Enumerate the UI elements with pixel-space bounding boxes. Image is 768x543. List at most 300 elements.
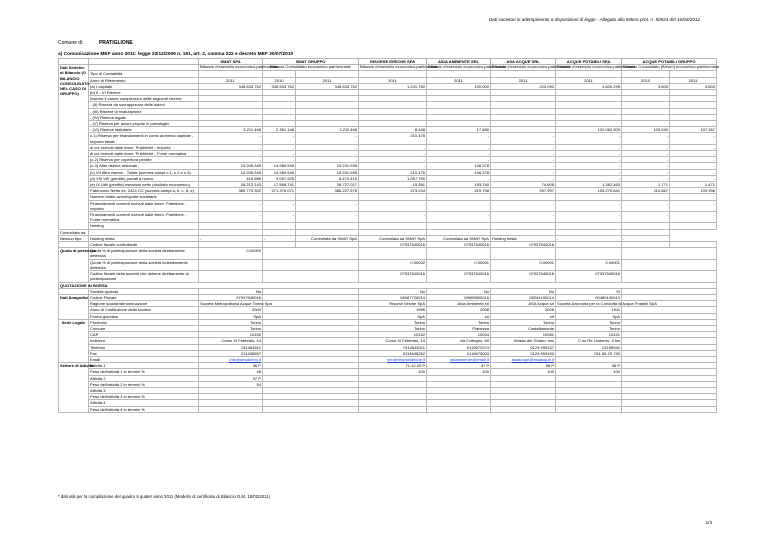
value-cell: Risorse Idriche SpA: [359, 301, 427, 307]
company-name: SMAT GRUPPO: [263, 59, 359, 65]
value-cell: 19.231.935: [296, 163, 359, 169]
value-cell: 100: [491, 369, 556, 375]
company-name: RISORSE IDRICHE SPA: [359, 59, 427, 65]
row-label: - (II) Riserva da sovrapprezzo delle azioni: [89, 102, 199, 108]
value-cell: -: [670, 175, 717, 181]
value-cell: -: [622, 157, 670, 163]
value-cell: 100: [556, 369, 622, 375]
value-cell: [427, 248, 491, 259]
value-cell: -: [670, 200, 717, 211]
company-name: AIDA AMBIENTE SRL: [427, 59, 491, 65]
bilancio-type: Bilancio Consolidato economico-patrimoniale: [263, 65, 359, 71]
row-label: Holding: [89, 223, 199, 229]
value-cell: -: [556, 163, 622, 169]
value-cell: -: [263, 133, 296, 144]
value-cell: -: [622, 133, 670, 144]
value-cell: 37 P: [199, 375, 263, 381]
value-cell: srl: [427, 313, 491, 319]
value-cell: 19.231.935: [296, 169, 359, 175]
value-cell: 2010: [263, 77, 296, 83]
value-cell: 07937540016: [556, 271, 622, 282]
company-name: SMAT SPA: [199, 59, 263, 65]
controllante-code: 07937540016: [491, 242, 556, 248]
value-cell: 210.475: [359, 133, 427, 144]
value-cell: -: [263, 200, 296, 211]
value-cell: 345.533.762: [199, 83, 263, 89]
value-cell: 36 P: [556, 363, 622, 369]
value-cell: 0114645111: [359, 344, 427, 350]
row-label: Quota % di partecipazione della società direttamente detenuta: [89, 248, 199, 259]
value-cell: 2011: [359, 77, 427, 83]
row-label: Controllata da: [59, 229, 89, 235]
row-label: Comune: [89, 325, 199, 331]
value-cell: -: [622, 144, 670, 150]
value-cell: -: [556, 151, 622, 157]
value-cell: 10044: [427, 332, 491, 338]
value-cell: 14.980.545: [263, 169, 296, 175]
value-cell: 10152: [199, 332, 263, 338]
value-cell: [199, 406, 263, 412]
row-label: Codice Fiscale: [89, 294, 199, 300]
value-cell: 07937540016: [359, 271, 427, 282]
value-cell: 2011: [296, 77, 359, 83]
row-label: Numero totale azioni/quote societarie: [89, 194, 199, 200]
value-cell: No: [491, 288, 556, 294]
value-cell: -: [491, 151, 556, 157]
value-cell: -: [491, 169, 556, 175]
value-cell: 373.244: [359, 188, 427, 194]
value-cell: -: [359, 151, 427, 157]
value-cell: SpA: [199, 313, 263, 319]
value-cell: 0,00001: [427, 259, 491, 270]
holding-value: -: [622, 235, 670, 241]
value-cell: [491, 248, 556, 259]
value-cell: -: [427, 144, 491, 150]
value-cell: 0,00001: [491, 259, 556, 270]
value-cell: Torino: [359, 319, 427, 325]
value-cell: -: [556, 200, 622, 211]
value-cell: Torino: [556, 319, 622, 325]
value-cell: [359, 406, 427, 412]
value-cell: -: [556, 144, 622, 150]
value-cell: Torino: [491, 319, 556, 325]
value-cell: [263, 248, 359, 259]
value-cell: -: [556, 133, 622, 144]
value-cell: -: [199, 144, 263, 150]
value-cell: -: [556, 169, 622, 175]
bilancio-type: Bilancio d'esercizio economico-patrimoniale: [428, 64, 507, 70]
value-cell: srl: [491, 313, 556, 319]
financial-row: [59, 200, 717, 211]
row-label: Inserire il valore complessivo delle seguenti riserve:: [89, 96, 199, 102]
value-cell: 223.092: [491, 83, 556, 89]
value-cell: -: [622, 151, 670, 157]
holding-value: -: [199, 235, 263, 241]
value-cell: -: [199, 212, 263, 223]
row-label: Telefono: [89, 344, 199, 350]
row-label: Email: [89, 356, 199, 362]
value-cell: SpA: [556, 313, 622, 319]
value-cell: 1996: [359, 307, 427, 313]
row-label: (c.2) Riserva per copertura perdite: [89, 157, 199, 163]
comune-label: Comune di:: [58, 40, 84, 46]
value-cell: 389.779.302: [199, 188, 263, 194]
value-cell: [199, 271, 263, 282]
value-cell: 415.586: [199, 175, 263, 181]
row-label: - (III) Riserve di rivalutazione: [89, 108, 199, 114]
value-cell: -: [491, 163, 556, 169]
section-anagrafici: Dati Anagrafici: [59, 294, 89, 319]
value-cell: -: [199, 133, 263, 144]
section-settore: Settore di Attività: [59, 363, 89, 413]
value-cell: 17.680: [427, 127, 491, 133]
row-label: (c.3) Altre riserve residuali: [89, 163, 199, 169]
value-cell: [199, 259, 263, 270]
value-cell: 011 56 29 730: [556, 350, 622, 356]
value-cell: 0119673003: [427, 350, 491, 356]
value-cell: 10.351: [359, 182, 427, 188]
value-cell: 14.980.545: [263, 163, 296, 169]
holding-value: -: [556, 235, 622, 241]
value-cell: -: [296, 157, 359, 163]
value-cell: -: [359, 200, 427, 211]
value-cell: 06087720014: [359, 294, 427, 300]
value-cell: via Collegno, 60: [427, 338, 491, 344]
value-cell: Corso XI Febbraio, 14: [199, 338, 263, 344]
value-cell: -: [622, 169, 670, 175]
value-cell: 345.533.762: [263, 83, 296, 89]
value-cell: 0124.999137: [491, 344, 556, 350]
value-cell: 3.211.466: [199, 127, 263, 133]
bilancio-type: Bilancio d'esercizio economico-patrimoniale: [200, 64, 279, 70]
value-cell: [359, 248, 427, 259]
value-cell: Società Azionaria per la Condotta di Acque Potabili SpA: [557, 301, 657, 307]
row-label: Peso dell'attività 2 in termini %: [89, 381, 199, 387]
value-cell: [622, 259, 717, 270]
holding-value: Holding mista: [491, 235, 556, 241]
value-cell: -: [427, 151, 491, 157]
value-cell: 386.227.575: [296, 188, 359, 194]
data-table: [58, 58, 720, 413]
value-cell: 100.000: [427, 83, 491, 89]
value-cell: 0,00002: [199, 248, 263, 259]
value-cell: SpA: [359, 313, 427, 319]
value-cell: -: [491, 133, 556, 144]
row-label: Attività 1: [89, 363, 199, 369]
section-quota: Quota di possesso: [59, 248, 89, 282]
value-cell: -: [670, 133, 717, 144]
value-cell: Torino: [199, 325, 263, 331]
value-cell: Pianezza: [427, 325, 491, 331]
value-cell: -: [622, 175, 670, 181]
value-cell: 10152: [359, 332, 427, 338]
row-label: Ragione sociale/denominazione: [89, 301, 199, 307]
value-cell: [427, 406, 491, 412]
value-cell: 419.798: [427, 188, 491, 194]
value-cell: Torino: [359, 325, 427, 331]
value-cell: -: [199, 200, 263, 211]
value-cell: Castellamonte: [491, 325, 556, 331]
value-cell: -: [296, 151, 359, 157]
value-cell: 3.600.295: [556, 83, 622, 89]
value-cell: 0119672074: [427, 344, 491, 350]
value-cell: 07937540016: [427, 271, 491, 282]
value-cell: Torino: [556, 325, 622, 331]
value-cell: 8.448: [359, 127, 427, 133]
bilancio-type: Bilancio d'esercizio economico-patrimoniale: [492, 64, 571, 70]
row-label: Peso dell'attività 1 in termini %: [89, 369, 199, 375]
row-label: Peso dell'attività 4 in termini %: [89, 406, 199, 412]
row-label: Attività 2: [89, 375, 199, 381]
value-cell: 36 P: [199, 363, 263, 369]
value-cell: -: [670, 151, 717, 157]
value-cell: 3.211.466: [296, 127, 359, 133]
row-label: - (VI) Riserve statutarie: [89, 127, 199, 133]
value-cell: -: [491, 144, 556, 150]
value-cell: -: [427, 200, 491, 211]
holding-value: Controllata da SMAT SpA: [359, 235, 427, 241]
value-cell: 46: [199, 369, 263, 375]
quota-row: [59, 271, 717, 282]
value-cell: 3.600: [622, 83, 670, 89]
value-cell: -: [199, 157, 263, 163]
email-link[interactable]: asaacque@asaacque.it: [511, 356, 555, 362]
value-cell: 1911: [556, 307, 622, 313]
section-quotazione: QUOTAZIONE IN BORSA: [59, 282, 717, 288]
row-label: (b) II - VI Riserve: [89, 90, 199, 96]
value-cell: [670, 223, 717, 229]
value-cell: 104.279.841: [556, 188, 622, 194]
value-cell: -: [263, 157, 296, 163]
value-cell: 371.376.071: [263, 188, 296, 194]
row-label: CAP: [89, 332, 199, 338]
value-cell: -: [491, 212, 556, 223]
value-cell: 07937540016: [491, 271, 556, 282]
value-cell: -: [359, 144, 427, 150]
value-cell: -: [263, 151, 296, 157]
value-cell: 26.727.027: [296, 182, 359, 188]
value-cell: [556, 248, 622, 259]
value-cell: -: [670, 169, 717, 175]
value-cell: 05244190014: [491, 294, 556, 300]
value-cell: 9.057.925: [263, 175, 296, 181]
value-cell: Strada del Ghiaro, snc: [491, 338, 556, 344]
document-subtitle: a) Comunicazione MEF anno 2011: legge 23/12/2009 n. 191, art. 2, comma 222 e decreto MEF 30/07/2010: [58, 52, 294, 57]
value-cell: No: [199, 288, 263, 294]
row-label: (a) I capitale: [89, 83, 199, 89]
value-cell: 54: [199, 381, 263, 387]
holding-value: Controllata da SMAT SpA: [296, 235, 359, 241]
value-cell: 2008: [427, 307, 491, 313]
email-link[interactable]: info@risorseidriche.it: [387, 356, 426, 362]
value-cell: -: [670, 163, 717, 169]
value-cell: -: [491, 200, 556, 211]
value-cell: 01155941: [556, 344, 622, 350]
value-cell: -: [296, 200, 359, 211]
value-cell: 0,00001: [556, 259, 622, 270]
value-cell: Aida Ambiente srl: [427, 301, 491, 307]
row-label: (d) VIII VIII (perdite) portati a nuovo: [89, 175, 199, 181]
value-cell: -: [491, 157, 556, 163]
value-cell: 2010: [622, 77, 670, 83]
value-cell: -: [491, 175, 556, 181]
value-cell: 2011: [427, 77, 491, 83]
value-cell: 0,00002: [359, 259, 427, 270]
value-cell: C.so Re Umberto, 9 bis: [556, 338, 622, 344]
value-cell: -: [427, 157, 491, 163]
section-sede: Sede Legale: [59, 319, 89, 362]
value-cell: -: [622, 212, 670, 223]
company-name: ACQUE POTABILI SPA: [556, 59, 622, 65]
value-cell: 108.378: [427, 169, 491, 175]
value-cell: 2011: [199, 77, 263, 83]
value-cell: [622, 248, 717, 259]
running-title: Dati societari in adempimento a disposizioni di legge - Allegato alla lettera prot. n. 50924 del 16/03/2012: [488, 17, 700, 22]
value-cell: -: [427, 212, 491, 223]
row-label: Provincia: [89, 319, 199, 325]
value-cell: 297.997: [491, 188, 556, 194]
value-cell: 2006: [491, 307, 556, 313]
value-cell: 109.396: [670, 188, 717, 194]
data-row: [59, 406, 717, 412]
value-cell: 36 P: [491, 363, 556, 369]
value-cell: -: [296, 144, 359, 150]
value-cell: [556, 406, 622, 412]
value-cell: ASA Acque srl: [491, 301, 556, 307]
comune-line: [58, 40, 133, 46]
value-cell: [622, 406, 717, 412]
value-cell: [622, 271, 717, 282]
value-cell: -: [556, 175, 622, 181]
value-cell: 10081: [491, 332, 556, 338]
row-label: Finanziamenti correnti ricevuti dalle Amm. Pubbliche - Fonte normativa: [89, 212, 199, 223]
value-cell: 10121: [556, 332, 622, 338]
page-number: 1/3: [705, 520, 712, 525]
row-label: Quota % di partecipazione della società indirettamente detenuta: [89, 259, 199, 270]
row-label: - (V) Riserva per azioni proprie in portafoglio: [89, 121, 199, 127]
value-cell: 1.382.463: [556, 182, 622, 188]
bilancio-type: Bilancio d'esercizio economico-patrimoniale: [557, 64, 636, 70]
value-cell: 74.905: [491, 182, 556, 188]
company-name: ACQUE POTABILI GRUPPO: [622, 59, 717, 65]
value-cell: 1.241.760: [359, 83, 427, 89]
value-cell: Società Metropolitana Acque Torino Spa: [200, 301, 272, 307]
row-label: di cui ricevuti dalle Amm. Pubbliche - Fonte normativa: [89, 151, 199, 157]
value-cell: 1.471: [670, 182, 717, 188]
value-cell: -: [263, 212, 296, 223]
value-cell: 37 P: [427, 363, 491, 369]
value-cell: 345.533.762: [296, 83, 359, 89]
value-cell: 2011: [556, 77, 622, 83]
value-cell: 110.867: [622, 188, 670, 194]
quota-row: [59, 248, 717, 259]
value-cell: 07937540016: [199, 294, 263, 300]
row-label: Attività 4: [89, 400, 199, 406]
value-cell: 14.205.345: [199, 169, 263, 175]
row-label: Fax: [89, 350, 199, 356]
row-label: Anno di Costituzione della società: [89, 307, 199, 313]
value-cell: -: [359, 163, 427, 169]
value-cell: [491, 406, 556, 412]
value-cell: [263, 406, 359, 412]
value-cell: 193.740: [427, 182, 491, 188]
row-label: Società quotata: [89, 288, 199, 294]
value-cell: -: [199, 151, 263, 157]
value-cell: -: [556, 212, 622, 223]
row-label: (e) IX Utili (perdite) esercizio netto (risultato economico): [89, 182, 199, 188]
email-link[interactable]: aidambiente@email.it: [450, 356, 490, 362]
row-label: di cui ricevuti dalle Amm. Pubbliche - Importo: [89, 144, 199, 150]
value-cell: -: [359, 157, 427, 163]
value-cell: 100: [427, 369, 491, 375]
value-cell: 26.213.143: [199, 182, 263, 188]
row-label: - (IV) Riserva legale: [89, 114, 199, 120]
value-cell: 2011: [491, 77, 556, 83]
value-cell: 107.267: [670, 127, 717, 133]
company-name: ASA ACQUE SRL: [491, 59, 556, 65]
row-label: Indirizzo: [89, 338, 199, 344]
holding-value: Holding mista: [89, 235, 199, 241]
value-cell: 011436557: [199, 350, 263, 356]
value-cell: -: [427, 133, 491, 144]
value-cell: 1.771: [622, 182, 670, 188]
row-label: Attività 3: [89, 387, 199, 393]
value-cell: 109.040: [622, 127, 670, 133]
value-cell: 09909800016: [427, 294, 491, 300]
value-cell: Corso XI Febbraio, 14: [359, 338, 427, 344]
row-label: Codice fiscale della società che detiene direttamente la partecipazione: [89, 271, 199, 282]
quota-row: [59, 259, 717, 270]
bilancio-type: Bilancio d'esercizio economico-patrimoniale: [360, 64, 439, 70]
value-cell: Torino: [427, 319, 491, 325]
value-cell: 100: [359, 369, 427, 375]
value-cell: -: [263, 144, 296, 150]
value-cell: 00489140012: [556, 294, 622, 300]
financial-row: [59, 133, 717, 144]
row-label: c.1) Riserva per finanziamenti in conto aumento capitale - Importo totale: [89, 133, 199, 144]
value-cell: 102.062.009: [556, 127, 622, 133]
controllante-code: 07937540016: [427, 242, 491, 248]
value-cell: 14.205.345: [199, 163, 263, 169]
value-cell: 108.378: [427, 163, 491, 169]
value-cell: -: [622, 163, 670, 169]
row-label: Peso dell'attività 3 in termini %: [89, 394, 199, 400]
row-label: Nessun tipo: [59, 235, 89, 241]
value-cell: -: [359, 212, 427, 223]
value-cell: 71.12.20 P: [359, 363, 427, 369]
row-label: Codice fiscale controllante: [89, 242, 199, 248]
value-cell: [263, 271, 359, 282]
row-label: Forma giuridica: [89, 313, 199, 319]
value-cell: -: [670, 144, 717, 150]
value-cell: 0124.993190: [491, 350, 556, 356]
value-cell: 2.361.148: [263, 127, 296, 133]
value-cell: 011464511: [199, 344, 263, 350]
row-label: Tipo di Contabilità: [89, 71, 199, 77]
value-cell: 8.470.415: [296, 175, 359, 181]
footnote: * dati utili per la compilazione del quadro 6 quater anno 2011 (Modello di certificato di Bilancio D.M. 15/02/2011): [58, 494, 270, 499]
value-cell: [263, 259, 359, 270]
table-body: [59, 59, 720, 413]
email-link[interactable]: info@smatorino.it: [229, 356, 261, 362]
row-label: Anno di Riferimento: [89, 77, 199, 83]
value-cell: Torino: [199, 319, 263, 325]
value-cell: 3.600: [670, 83, 717, 89]
financial-row: [59, 212, 717, 223]
value-cell: 2011: [670, 77, 717, 83]
value-cell: 210.475: [359, 169, 427, 175]
row-label: Finanziamenti correnti ricevuti dalle Amm. Pubbliche - Importo: [89, 200, 199, 211]
